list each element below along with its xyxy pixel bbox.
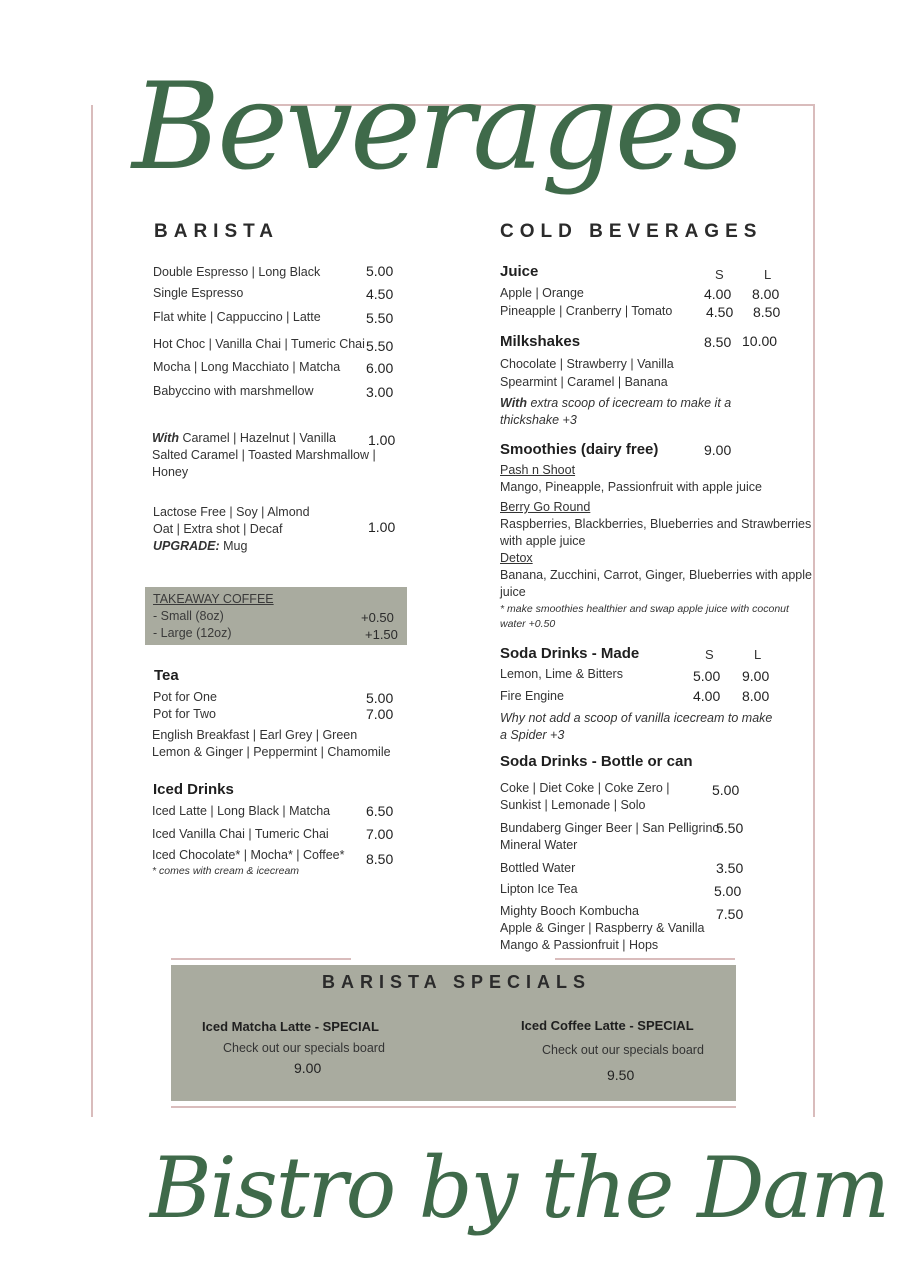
barista-title: BARISTA	[154, 221, 280, 242]
barista-item-name: Mocha | Long Macchiato | Matcha	[153, 360, 341, 374]
tea-pot-two: Pot for Two	[153, 707, 216, 721]
soda-made-col-s: S	[705, 647, 714, 662]
takeaway-large-price: +1.50	[365, 627, 398, 642]
special-left-name: Iced Matcha Latte - SPECIAL	[202, 1019, 379, 1034]
with-lead: With	[152, 431, 179, 445]
barista-item-price: 5.50	[366, 338, 394, 354]
upgrade-line	[153, 538, 247, 555]
iced-item-price: 7.00	[366, 826, 394, 842]
takeaway-title: TAKEAWAY COFFEE	[153, 592, 274, 606]
soda-made-row1-l: 9.00	[742, 668, 770, 684]
takeaway-small-price: +0.50	[361, 610, 394, 625]
brand-logo-text: Bistro by the Dam	[150, 1139, 889, 1237]
juice-row2-s: 4.50	[706, 304, 734, 320]
soda-booch-line1: Mighty Booch Kombucha	[500, 904, 639, 918]
specials-title: BARISTA SPECIALS	[322, 972, 592, 992]
smoothie-pash-desc: Mango, Pineapple, Passionfruit with apple juice	[500, 480, 762, 494]
iced-item-price: 6.50	[366, 803, 394, 819]
soda-bottle-title: Soda Drinks - Bottle or can	[500, 753, 693, 770]
barista-item-name: Double Espresso | Long Black	[153, 265, 321, 279]
with-options-price: 1.00	[368, 432, 396, 448]
soda-made-title: Soda Drinks - Made	[500, 645, 640, 662]
juice-row1: Apple | Orange	[500, 286, 584, 300]
page-title: Beverages	[132, 58, 742, 197]
barista-item-name: Single Espresso	[153, 286, 244, 300]
soda-water: Bottled Water	[500, 861, 576, 875]
tea-title: Tea	[154, 667, 179, 684]
cold-title: COLD BEVERAGES	[500, 221, 763, 242]
milkshakes-price-s: 8.50	[704, 334, 732, 350]
iced-item-name: Iced Chocolate* | Mocha* | Coffee*	[152, 848, 345, 862]
juice-col-l: L	[764, 267, 772, 282]
soda-made-note-line2: a Spider +3	[500, 728, 565, 742]
soda-coke-price: 5.00	[712, 782, 740, 798]
frame-left-line	[91, 105, 93, 1117]
juice-row2-l: 8.50	[753, 304, 781, 320]
special-right-desc: Check out our specials board	[542, 1043, 704, 1057]
smoothie-berry-title: Berry Go Round	[500, 500, 591, 514]
barista-item-price: 6.00	[366, 360, 394, 376]
soda-booch-line2: Apple & Ginger | Raspberry & Vanilla	[500, 921, 705, 935]
soda-bundaberg-price: 5.50	[716, 820, 744, 836]
tea-pot-one: Pot for One	[153, 690, 217, 704]
barista-item-name: Babyccino with marshmellow	[153, 384, 314, 398]
iced-title: Iced Drinks	[153, 781, 234, 798]
milkshakes-line2: Spearmint | Caramel | Banana	[500, 375, 668, 389]
soda-lipton: Lipton Ice Tea	[500, 882, 578, 896]
specials-top-line-left	[171, 958, 351, 960]
smoothie-detox-desc1: Banana, Zucchini, Carrot, Ginger, Blueberries with apple	[500, 568, 812, 582]
tea-varieties-line2: Lemon & Ginger | Peppermint | Chamomile	[152, 745, 391, 759]
milkshakes-line1: Chocolate | Strawberry | Vanilla	[500, 357, 674, 371]
juice-row2: Pineapple | Cranberry | Tomato	[500, 304, 673, 318]
soda-bundaberg-line2: Mineral Water	[500, 838, 578, 852]
takeaway-small: - Small (8oz)	[153, 609, 224, 623]
smoothies-price: 9.00	[704, 442, 732, 458]
iced-item-price: 8.50	[366, 851, 394, 867]
smoothie-pash-title: Pash n Shoot	[500, 463, 576, 477]
upgrade-text: Mug	[219, 539, 248, 553]
special-left-price: 9.00	[294, 1060, 322, 1076]
smoothies-title: Smoothies (dairy free)	[500, 441, 659, 458]
milkshakes-title: Milkshakes	[500, 333, 581, 350]
juice-row1-s: 4.00	[704, 286, 732, 302]
specials-top-line-right	[555, 958, 735, 960]
with-options-line3: Honey	[152, 465, 189, 479]
milkshakes-price-l: 10.00	[742, 333, 778, 349]
soda-lipton-price: 5.00	[714, 883, 742, 899]
specials-bottom-line	[171, 1106, 736, 1108]
barista-item-name: Flat white | Cappuccino | Latte	[153, 310, 321, 324]
soda-coke-line2: Sunkist | Lemonade | Solo	[500, 798, 646, 812]
soda-made-row1: Lemon, Lime & Bitters	[500, 667, 623, 681]
with-options-text: Caramel | Hazelnut | Vanilla	[178, 431, 336, 445]
soda-booch-line3: Mango & Passionfruit | Hops	[500, 938, 659, 952]
special-right-name: Iced Coffee Latte - SPECIAL	[521, 1018, 694, 1033]
milk-options-price: 1.00	[368, 519, 396, 535]
smoothie-detox-desc2: juice	[500, 585, 526, 599]
barista-item-price: 4.50	[366, 286, 394, 302]
special-right-price: 9.50	[607, 1067, 635, 1083]
juice-title: Juice	[500, 263, 539, 280]
takeaway-large: - Large (12oz)	[153, 626, 232, 640]
barista-item-name: Hot Choc | Vanilla Chai | Tumeric Chai	[153, 337, 365, 351]
smoothie-berry-desc2: with apple juice	[500, 534, 586, 548]
soda-water-price: 3.50	[716, 860, 744, 876]
tea-pot-one-price: 5.00	[366, 690, 394, 706]
soda-booch-price: 7.50	[716, 906, 744, 922]
smoothies-note-line1: * make smoothies healthier and swap apple juice with coconut	[500, 603, 789, 615]
soda-made-row2-l: 8.00	[742, 688, 770, 704]
with-options-line1	[152, 430, 336, 447]
iced-item-name: Iced Vanilla Chai | Tumeric Chai	[152, 827, 329, 841]
soda-made-row2-s: 4.00	[693, 688, 721, 704]
upgrade-label: UPGRADE:	[153, 539, 220, 553]
soda-made-note-line1: Why not add a scoop of vanilla icecream to make	[500, 711, 773, 725]
barista-item-price: 5.00	[366, 263, 394, 279]
milkshakes-note-lead: With	[500, 396, 527, 410]
special-left-desc: Check out our specials board	[223, 1041, 385, 1055]
milk-options-line2: Oat | Extra shot | Decaf	[153, 522, 283, 536]
iced-note: * comes with cream & icecream	[152, 865, 300, 877]
smoothies-note-line2: water +0.50	[500, 618, 556, 630]
soda-bundaberg-line1: Bundaberg Ginger Beer | San Pelligrino	[500, 821, 720, 835]
tea-varieties-line1: English Breakfast | Earl Grey | Green	[152, 728, 358, 742]
milk-options-line1: Lactose Free | Soy | Almond	[153, 505, 310, 519]
juice-row1-l: 8.00	[752, 286, 780, 302]
smoothie-detox-title: Detox	[500, 551, 533, 565]
tea-pot-two-price: 7.00	[366, 706, 394, 722]
with-options-line2: Salted Caramel | Toasted Marshmallow |	[152, 448, 376, 462]
barista-item-price: 5.50	[366, 310, 394, 326]
iced-item-name: Iced Latte | Long Black | Matcha	[152, 804, 331, 818]
soda-coke-line1: Coke | Diet Coke | Coke Zero |	[500, 781, 670, 795]
juice-col-s: S	[715, 267, 724, 282]
smoothie-berry-desc1: Raspberries, Blackberries, Blueberries and Strawberries	[500, 517, 812, 531]
milkshakes-note-line2: thickshake +3	[500, 413, 577, 427]
barista-item-price: 3.00	[366, 384, 394, 400]
soda-made-col-l: L	[754, 647, 762, 662]
frame-right-line	[813, 105, 815, 1117]
soda-made-row2: Fire Engine	[500, 689, 564, 703]
milkshakes-note-line1	[500, 395, 731, 412]
soda-made-row1-s: 5.00	[693, 668, 721, 684]
milkshakes-note-text: extra scoop of icecream to make it a	[526, 396, 732, 410]
